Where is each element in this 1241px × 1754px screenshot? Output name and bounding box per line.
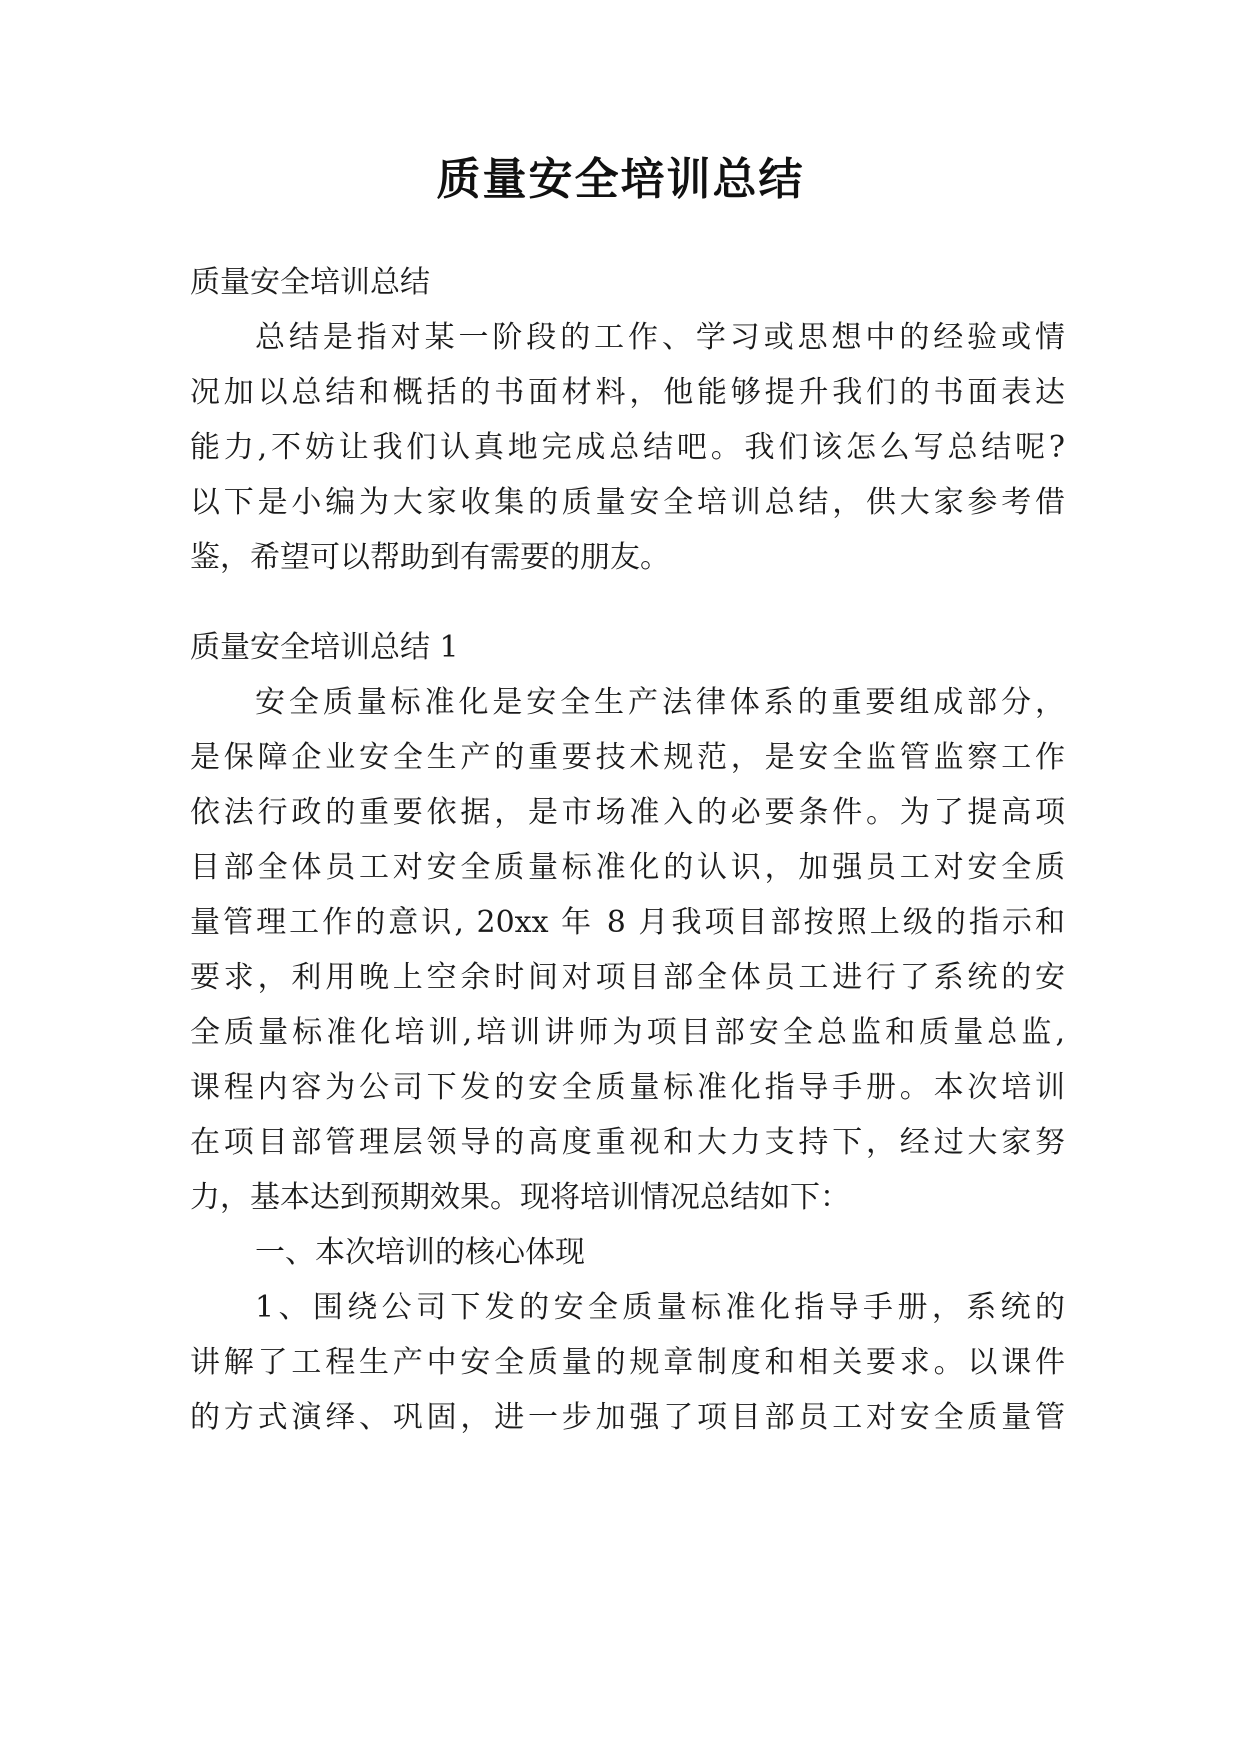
- body-paragraph-line: 依法行政的重要依据，是市场准入的必要条件。为了提高项: [190, 795, 1065, 830]
- body-paragraph-line: 安全质量标准化是安全生产法律体系的重要组成部分，: [255, 685, 1065, 720]
- document-title: 质量安全培训总结: [436, 154, 805, 205]
- body-paragraph-line: 是保障企业安全生产的重要技术规范，是安全监管监察工作: [190, 740, 1065, 775]
- subsection-heading: 一、本次培训的核心体现: [255, 1235, 585, 1270]
- body-paragraph-line: 在项目部管理层领导的高度重视和大力支持下，经过大家努: [190, 1125, 1065, 1160]
- list-item-line: 讲解了工程生产中安全质量的规章制度和相关要求。以课件: [190, 1345, 1065, 1380]
- intro-paragraph-line: 鉴，希望可以帮助到有需要的朋友。: [190, 540, 670, 575]
- body-paragraph-line: 量管理工作的意识, 20xx 年 8 月我项目部按照上级的指示和: [190, 905, 1065, 940]
- intro-paragraph-line: 总结是指对某一阶段的工作、学习或思想中的经验或情: [255, 320, 1065, 355]
- intro-paragraph-line: 能力,不妨让我们认真地完成总结吧。我们该怎么写总结呢?: [190, 430, 1065, 465]
- intro-paragraph-line: 以下是小编为大家收集的质量安全培训总结，供大家参考借: [190, 485, 1065, 520]
- body-paragraph-line: 要求，利用晚上空余时间对项目部全体员工进行了系统的安: [190, 960, 1065, 995]
- list-item-line: 的方式演绎、巩固，进一步加强了项目部员工对安全质量管: [190, 1400, 1065, 1435]
- body-paragraph-line: 课程内容为公司下发的安全质量标准化指导手册。本次培训: [190, 1070, 1065, 1105]
- list-item-line: 1、围绕公司下发的安全质量标准化指导手册，系统的: [255, 1290, 1065, 1325]
- body-paragraph-line: 目部全体员工对安全质量标准化的认识，加强员工对安全质: [190, 850, 1065, 885]
- section-heading: 质量安全培训总结 1: [190, 630, 459, 665]
- intro-paragraph-line: 况加以总结和概括的书面材料，他能够提升我们的书面表达: [190, 375, 1065, 410]
- intro-heading: 质量安全培训总结: [190, 265, 430, 300]
- body-paragraph-line: 全质量标准化培训,培训讲师为项目部安全总监和质量总监,: [190, 1015, 1065, 1050]
- body-paragraph-line: 力，基本达到预期效果。现将培训情况总结如下：: [190, 1180, 850, 1215]
